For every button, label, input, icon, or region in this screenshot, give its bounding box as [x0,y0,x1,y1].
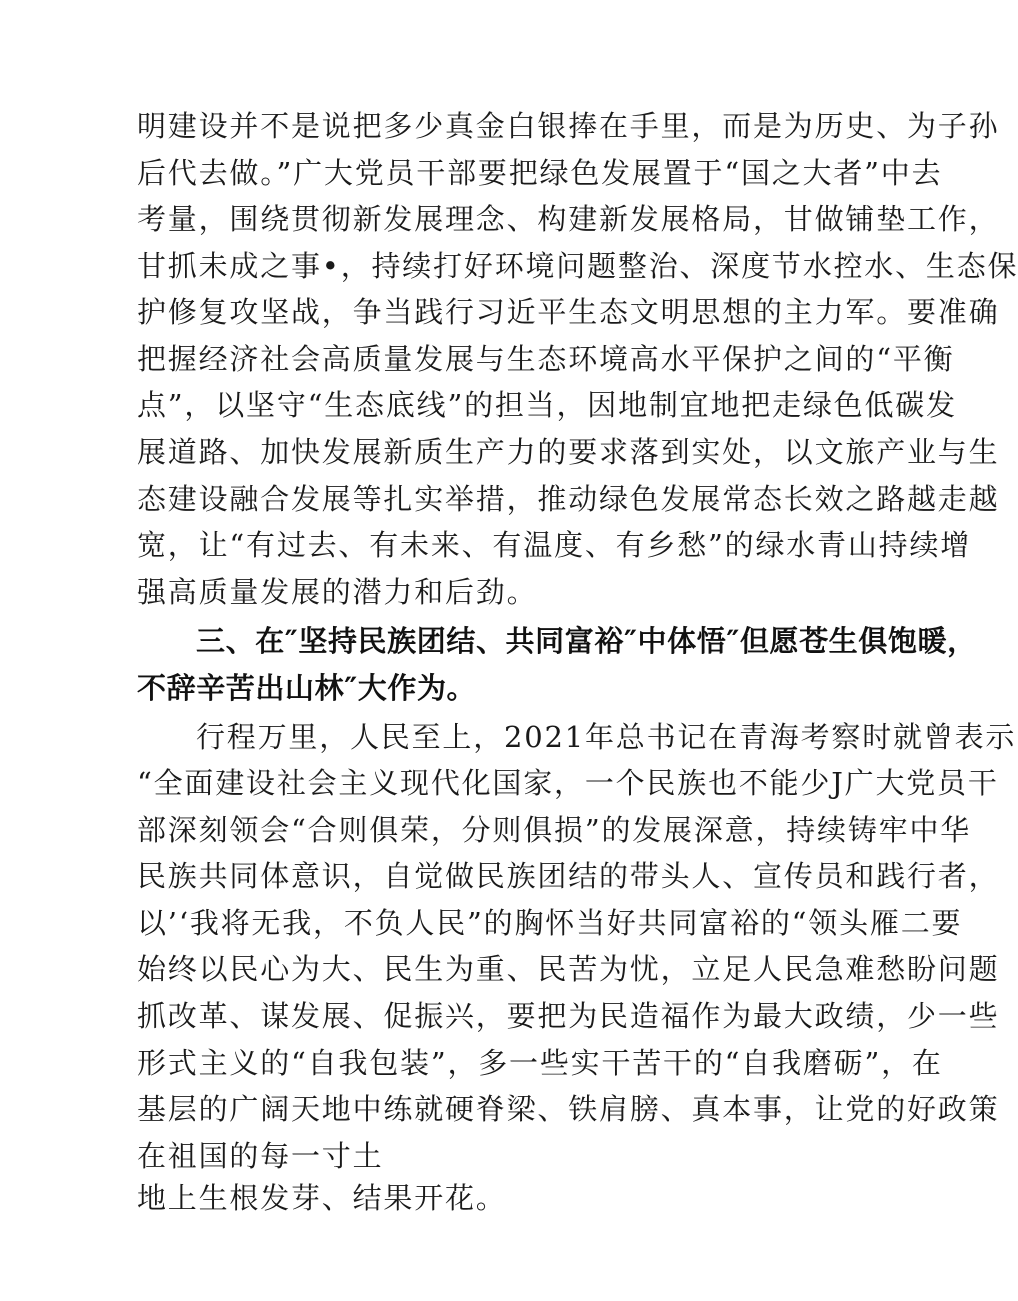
text-line-14: 行程万里，人民至上，2021年总书记在青海考察时就曾表示 [196,720,1017,754]
text-line-5: 护修复攻坚战，争当践行习近平生态文明思想的主力军。要准确 [137,295,1000,329]
text-line-20: 抓改革、谋发展、促振兴，要把为民造福作为最大政绩，少一些 [137,999,1000,1033]
text-line-2: 后代去做。”广大党员干部要把绿色发展置于“国之大者”中去 [137,156,943,190]
text-line-22: 基层的广阔天地中练就硬脊梁、铁肩膀、真本事，让党的好政策 [137,1092,1000,1126]
text-line-18: 以’‘我将无我，不负人民”的胸怀当好共同富裕的“领头雁二要 [137,906,963,940]
section-heading-line-2: 不辞辛苦出山林″大作为。 [137,671,477,705]
text-line-16: 部深刻领会“合则俱荣，分则俱损”的发展深意，持续铸牢中华 [137,813,972,847]
text-line-4: 甘抓未成之事•，持续打好环境问题整治、深度节水控水、生态保 [137,249,1018,283]
text-line-1: 明建设并不是说把多少真金白银捧在手里，而是为历史、为子孙 [137,109,1000,143]
text-line-19: 始终以民心为大、民生为重、民苦为忧，立足人民急难愁盼问题 [137,952,1000,986]
text-line-7: 点”，以坚守“生态底线”的担当，因地制宜地把走绿色低碳发 [137,388,957,422]
section-heading-line-1: 三、在″坚持民族团结、共同富裕″中体悟″但愿苍生俱饱暖， [196,624,977,658]
text-line-21: 形式主义的“自我包装”，多一些实干苦干的“自我磨砺”，在 [137,1046,943,1080]
text-line-15: “全面建设社会主义现代化国家，一个民族也不能少J广大党员干 [137,766,999,800]
text-line-17: 民族共同体意识，自觉做民族团结的带头人、宣传员和践行者， [137,859,1000,893]
text-line-8: 展道路、加快发展新质生产力的要求落到实处，以文旅产业与生 [137,435,1000,469]
text-line-23: 在祖国的每一寸土 [137,1139,384,1173]
text-line-11: 强高质量发展的潜力和后劲。 [137,575,538,609]
text-line-3: 考量，围绕贯彻新发展理念、构建新发展格局，甘做铺垫工作， [137,202,1000,236]
text-line-24: 地上生根发芽、结果开花。 [137,1181,507,1215]
text-line-10: 宽，让“有过去、有未来、有温度、有乡愁”的绿水青山持续增 [137,528,972,562]
text-line-6: 把握经济社会高质量发展与生态环境高水平保护之间的“平衡 [137,342,955,376]
text-line-9: 态建设融合发展等扎实举措，推动绿色发展常态长效之路越走越 [137,482,1000,516]
